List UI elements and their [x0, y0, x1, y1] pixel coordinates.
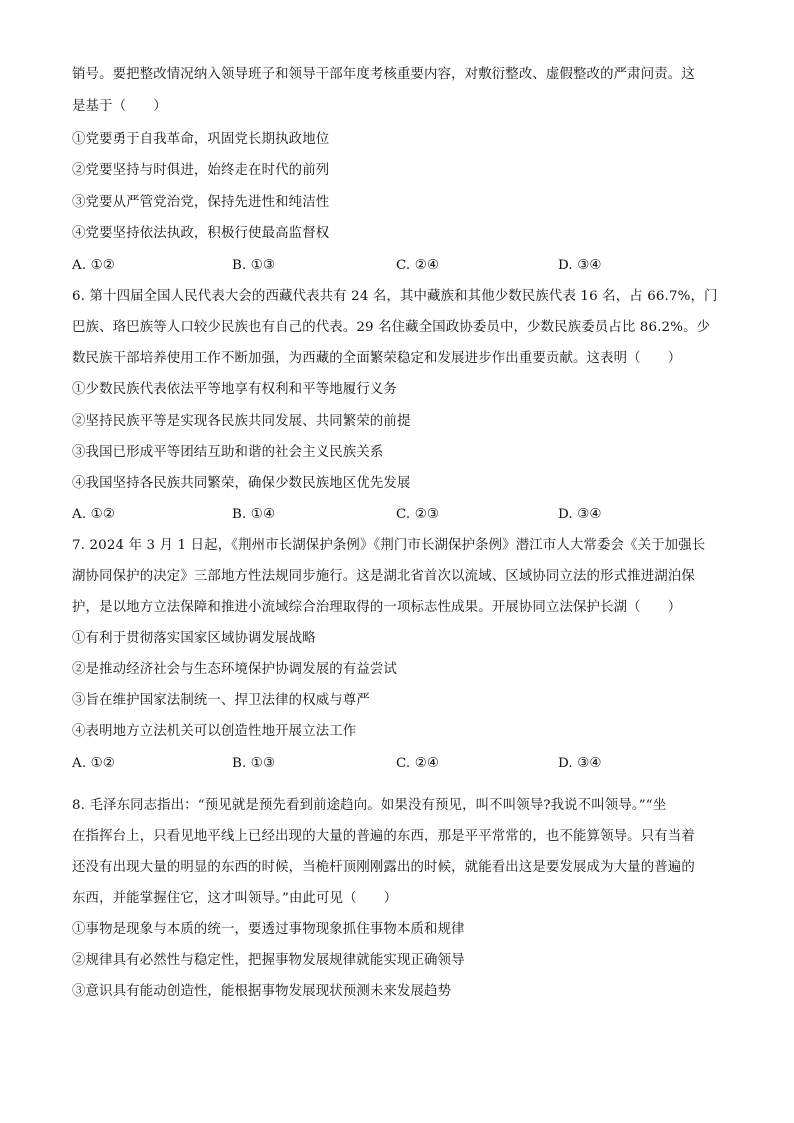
q6-stem-line: 6. 第十四届全国人民代表大会的西藏代表共有 24 名，其中藏族和其他少数民族代表 16 名，占 66.7%，门 [72, 289, 718, 304]
q5-option-c[interactable]: C. ②④ [396, 258, 440, 273]
q7-item-3: ③旨在维护国家法制统一、捍卫法律的权威与尊严 [72, 693, 370, 708]
q6-item-3: ③我国已形成平等团结互助和谐的社会主义民族关系 [72, 445, 384, 460]
q7-item-4: ④表明地方立法机关可以创造性地开展立法工作 [72, 724, 357, 739]
q7-stem-line: 湖协同保护的决定》三部地方性法规同步施行。这是湖北省首次以流域、区域协同立法的形式推进湖泊保 [72, 569, 695, 584]
q5-option-b[interactable]: B. ①③ [232, 258, 276, 273]
q7-item-1: ①有利于贯彻落实国家区域协调发展战略 [72, 631, 316, 646]
q5-options [72, 256, 732, 276]
q5-item-1: ①党要勇于自我革命，巩固党长期执政地位 [72, 132, 330, 147]
q6-stem-line: 数民族干部培养使用工作不断加强，为西藏的全面繁荣稳定和发展进步作出重要贡献。这表明（ ） [72, 351, 682, 366]
q6-item-4: ④我国坚持各民族共同繁荣，确保少数民族地区优先发展 [72, 476, 411, 491]
q5-item-2: ②党要坚持与时俱进，始终走在时代的前列 [72, 163, 330, 178]
q6-item-1: ①少数民族代表依法平等地享有权利和平等地履行义务 [72, 382, 397, 397]
q5-item-3: ③党要从严管党治党，保持先进性和纯洁性 [72, 195, 330, 210]
q7-option-d[interactable]: D. ③④ [558, 756, 602, 771]
q7-option-c[interactable]: C. ②④ [396, 756, 440, 771]
q5-option-a[interactable]: A. ①② [72, 258, 115, 273]
q7-options [72, 754, 732, 774]
q5-option-d[interactable]: D. ③④ [558, 258, 602, 273]
q8-stem-line: 8. 毛泽东同志指出：“预见就是预先看到前途趋向。如果没有预见，叫不叫领导?我说不叫领导。”“坐 [72, 798, 667, 813]
q6-item-2: ②坚持民族平等是实现各民族共同发展、共同繁荣的前提 [72, 414, 411, 429]
q8-item-2: ②规律具有必然性与稳定性，把握事物发展规律就能实现正确领导 [72, 953, 465, 968]
q6-option-d[interactable]: D. ③④ [558, 507, 602, 522]
q6-option-b[interactable]: B. ①④ [232, 507, 276, 522]
q8-stem-line: 在指挥台上，只看见地平线上已经出现的大量的普遍的东西，那是平平常常的，也不能算领导。只有当着 [72, 829, 695, 844]
q7-stem-line: 护，是以地方立法保障和推进小流域综合治理取得的一项标志性成果。开展协同立法保护长湖（ ） [72, 600, 682, 615]
q5-stem-line: 销号。要把整改情况纳入领导班子和领导干部年度考核重要内容，对敷衍整改、虚假整改的严肃问责。这 [72, 67, 695, 82]
q7-option-b[interactable]: B. ①③ [232, 756, 276, 771]
q7-option-a[interactable]: A. ①② [72, 756, 115, 771]
q6-option-a[interactable]: A. ①② [72, 507, 115, 522]
q8-stem-line: 还没有出现大量的明显的东西的时候，当桅杆顶刚刚露出的时候，就能看出这是要发展成为大量的普遍的 [72, 860, 695, 875]
q8-item-1: ①事物是现象与本质的统一，要透过事物现象抓住事物本质和规律 [72, 922, 465, 937]
q8-stem-line: 东西，并能掌握住它，这才叫领导。”由此可见（ ） [72, 891, 398, 906]
q6-option-c[interactable]: C. ②③ [396, 507, 440, 522]
q7-item-2: ②是推动经济社会与生态环境保护协调发展的有益尝试 [72, 662, 397, 677]
q5-stem-line: 是基于（ ） [72, 99, 167, 114]
q7-stem-line: 7. 2024 年 3 月 1 日起，《荆州市长湖保护条例》《荆门市长湖保护条例》潜江市人大常委会《关于加强长 [72, 538, 706, 553]
q6-options [72, 505, 732, 525]
q5-item-4: ④党要坚持依法执政，积极行使最高监督权 [72, 226, 330, 241]
q6-stem-line: 巴族、珞巴族等人口较少民族也有自己的代表。29 名住藏全国政协委员中，少数民族委员占比 86.2%。少 [72, 320, 711, 335]
q8-item-3: ③意识具有能动创造性，能根据事物发展现状预测未来发展趋势 [72, 984, 452, 999]
